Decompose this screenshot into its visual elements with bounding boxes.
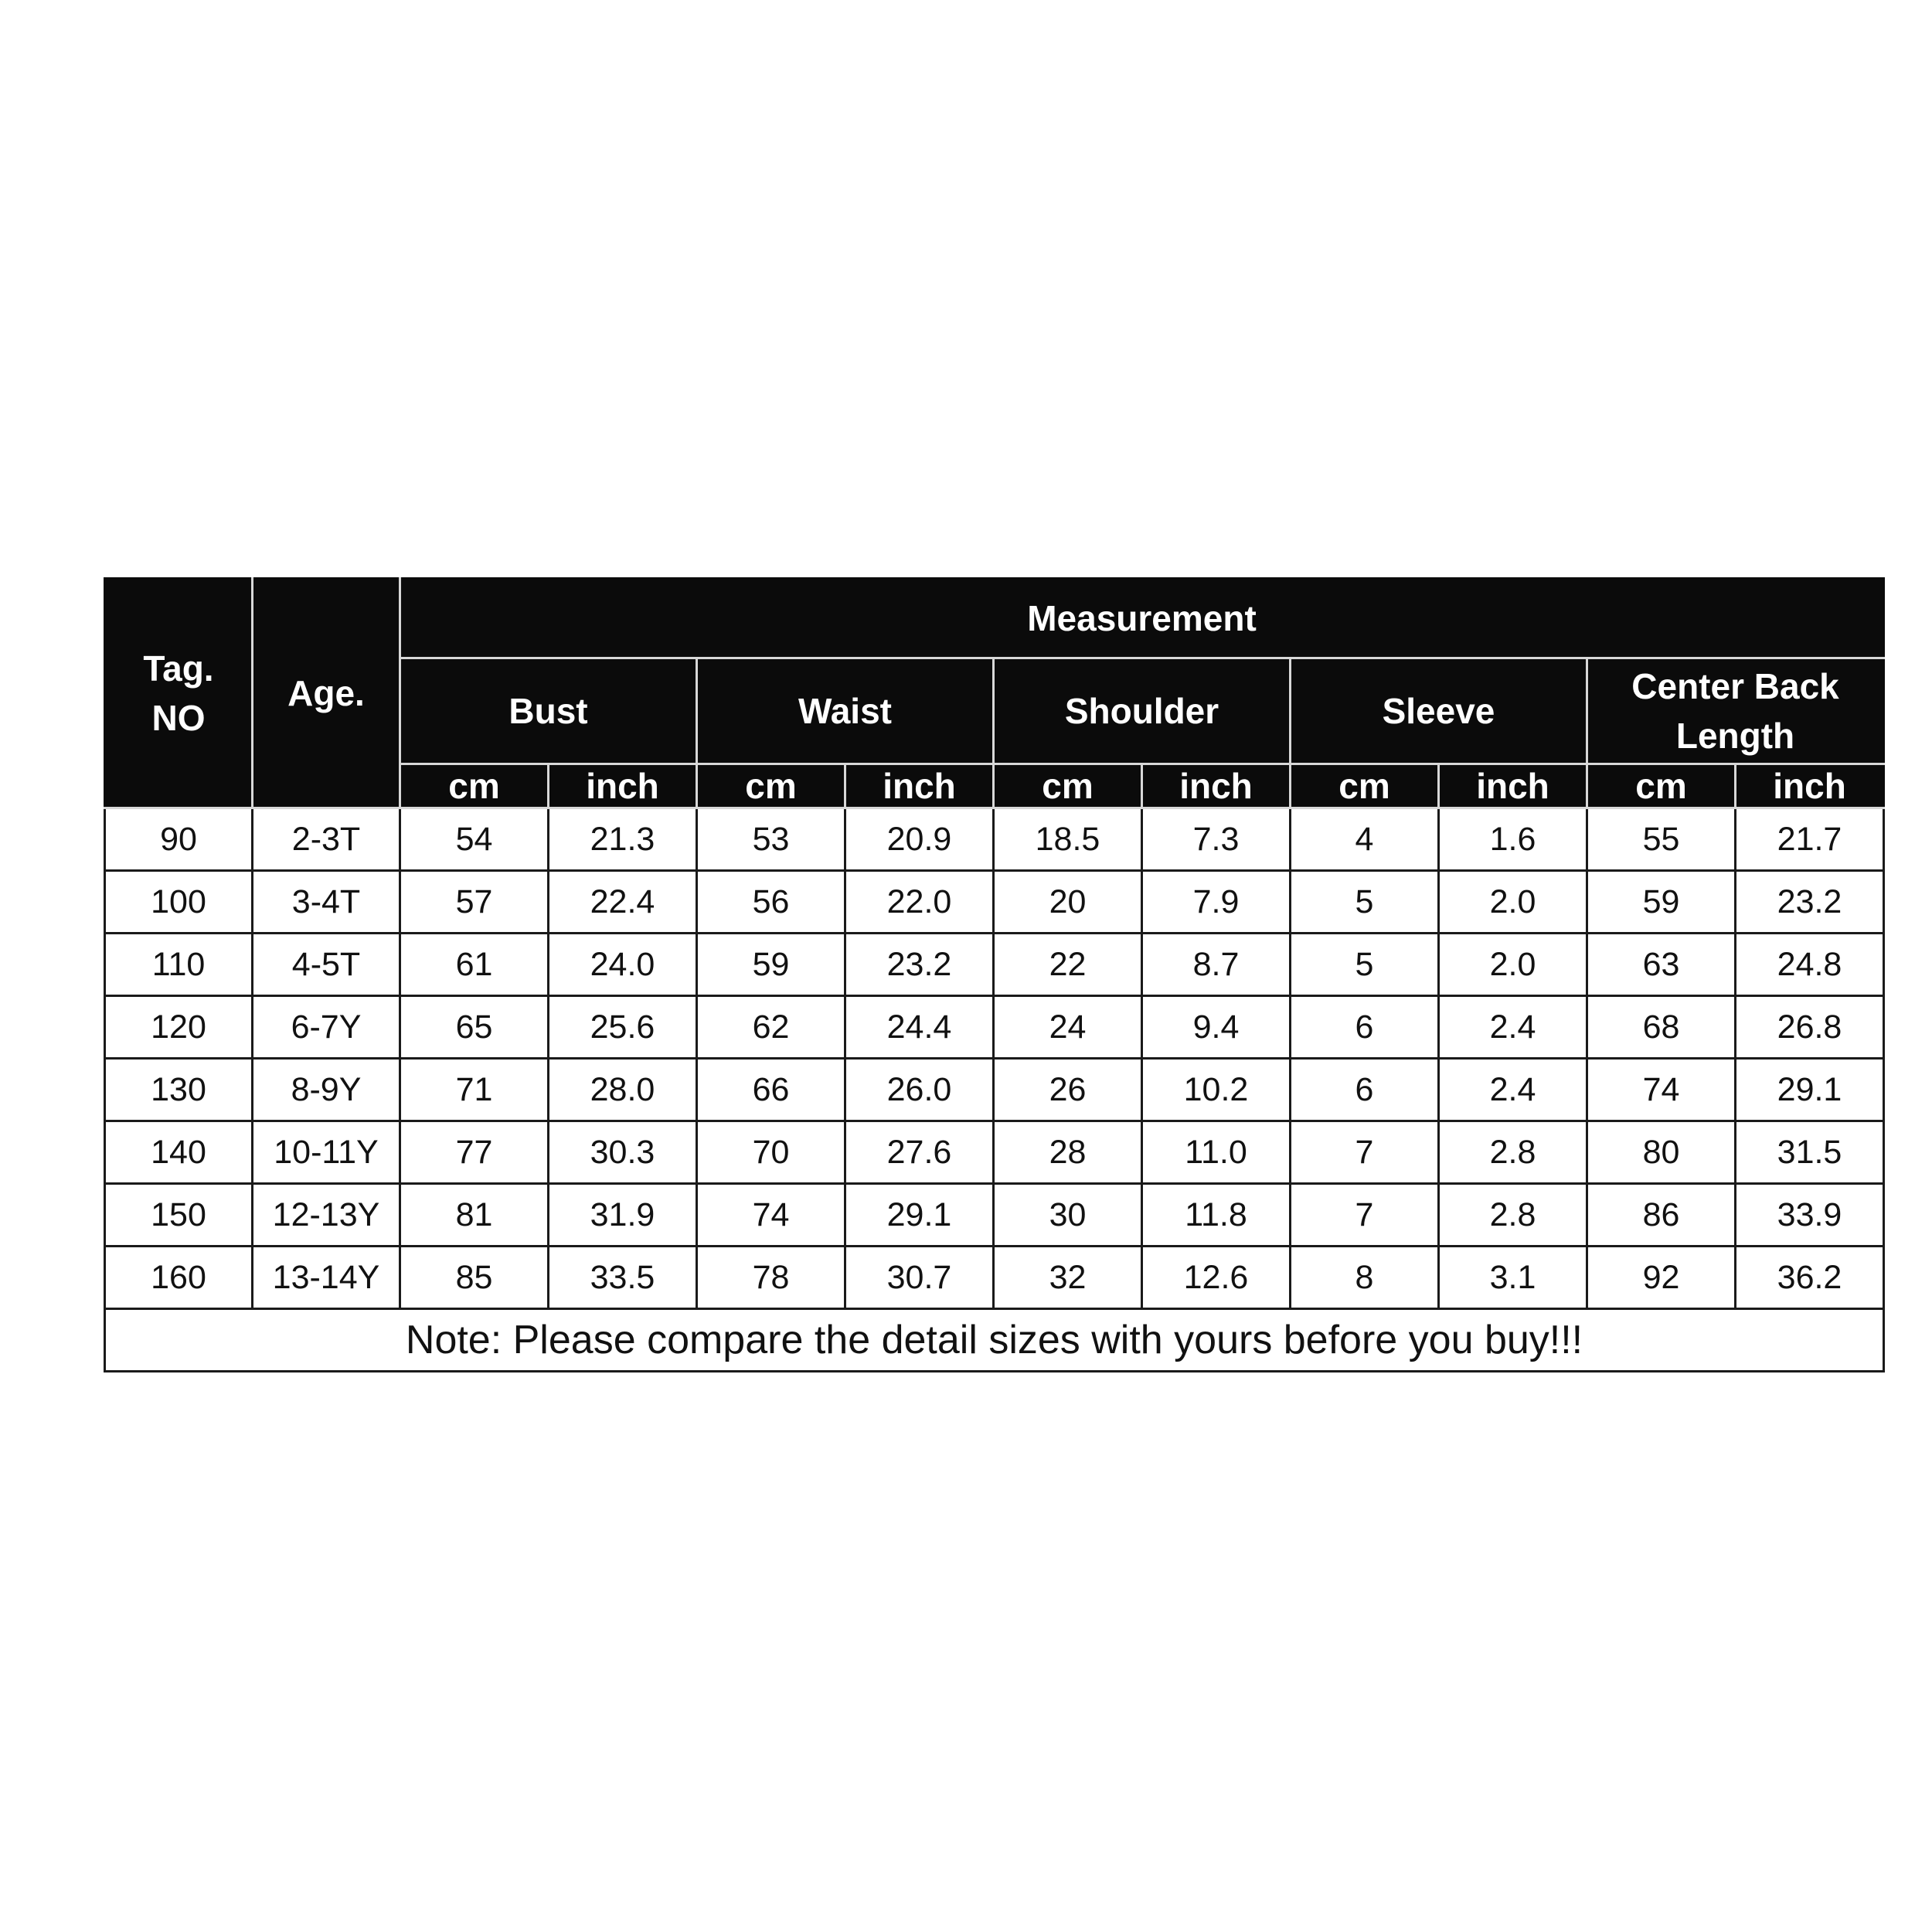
age-cell: 8-9Y — [253, 1059, 400, 1121]
tag-cell: 90 — [105, 808, 253, 871]
bust-inch-cell: 22.4 — [549, 871, 697, 934]
table-body — [105, 808, 1884, 1372]
bust-cm-cell: 54 — [400, 808, 549, 871]
table-row — [105, 871, 1884, 934]
cbl-cm-cell: 74 — [1587, 1059, 1736, 1121]
bust-cm-cell: 85 — [400, 1247, 549, 1309]
age-header: Age. — [253, 579, 400, 808]
bust-inch-cell: 30.3 — [549, 1121, 697, 1184]
shoulder-inch-cell: 12.6 — [1142, 1247, 1291, 1309]
table-row — [105, 934, 1884, 996]
shoulder-header: Shoulder — [994, 658, 1291, 764]
center-back-length-line2: Length — [1675, 716, 1795, 756]
bust-cm-header: cm — [400, 764, 549, 808]
note-text: Note: Please compare the detail sizes with yours before you buy!!! — [105, 1309, 1884, 1372]
sleeve-inch-cell: 2.0 — [1439, 934, 1587, 996]
sleeve-cm-cell: 7 — [1291, 1184, 1439, 1247]
table-row — [105, 1247, 1884, 1309]
age-cell: 6-7Y — [253, 996, 400, 1059]
center-back-length-line1: Center Back — [1631, 665, 1839, 706]
shoulder-inch-cell: 11.8 — [1142, 1184, 1291, 1247]
bust-cm-cell: 81 — [400, 1184, 549, 1247]
sleeve-cm-cell: 4 — [1291, 808, 1439, 871]
waist-inch-cell: 22.0 — [845, 871, 994, 934]
age-cell: 13-14Y — [253, 1247, 400, 1309]
tag-cell: 120 — [105, 996, 253, 1059]
bust-cm-cell: 77 — [400, 1121, 549, 1184]
bust-cm-cell: 65 — [400, 996, 549, 1059]
tag-cell: 140 — [105, 1121, 253, 1184]
shoulder-cm-cell: 18.5 — [994, 808, 1142, 871]
bust-inch-cell: 33.5 — [549, 1247, 697, 1309]
shoulder-cm-cell: 20 — [994, 871, 1142, 934]
waist-cm-cell: 78 — [697, 1247, 845, 1309]
waist-inch-cell: 26.0 — [845, 1059, 994, 1121]
shoulder-cm-cell: 26 — [994, 1059, 1142, 1121]
waist-inch-cell: 20.9 — [845, 808, 994, 871]
bust-header: Bust — [400, 658, 697, 764]
shoulder-cm-cell: 24 — [994, 996, 1142, 1059]
cbl-cm-cell: 86 — [1587, 1184, 1736, 1247]
waist-inch-cell: 24.4 — [845, 996, 994, 1059]
tag-cell: 100 — [105, 871, 253, 934]
header-row-main — [105, 579, 1884, 658]
waist-cm-cell: 62 — [697, 996, 845, 1059]
cbl-inch-cell: 36.2 — [1736, 1247, 1884, 1309]
table-row — [105, 996, 1884, 1059]
shoulder-inch-header: inch — [1142, 764, 1291, 808]
tag-cell: 150 — [105, 1184, 253, 1247]
shoulder-inch-cell: 10.2 — [1142, 1059, 1291, 1121]
waist-cm-cell: 53 — [697, 808, 845, 871]
sleeve-inch-cell: 2.0 — [1439, 871, 1587, 934]
sleeve-inch-cell: 3.1 — [1439, 1247, 1587, 1309]
bust-cm-cell: 57 — [400, 871, 549, 934]
sleeve-cm-cell: 5 — [1291, 871, 1439, 934]
bust-cm-cell: 71 — [400, 1059, 549, 1121]
tag-no-header — [105, 579, 253, 808]
age-cell: 2-3T — [253, 808, 400, 871]
tag-label-line1: Tag. — [143, 648, 214, 689]
cbl-inch-header: inch — [1736, 764, 1884, 808]
sleeve-inch-cell: 2.4 — [1439, 1059, 1587, 1121]
bust-inch-cell: 25.6 — [549, 996, 697, 1059]
shoulder-cm-cell: 28 — [994, 1121, 1142, 1184]
bust-inch-cell: 31.9 — [549, 1184, 697, 1247]
cbl-inch-cell: 26.8 — [1736, 996, 1884, 1059]
sleeve-cm-cell: 7 — [1291, 1121, 1439, 1184]
waist-inch-header: inch — [845, 764, 994, 808]
tag-cell: 110 — [105, 934, 253, 996]
center-back-length-header — [1587, 658, 1884, 764]
cbl-cm-header: cm — [1587, 764, 1736, 808]
table-row — [105, 1059, 1884, 1121]
cbl-inch-cell: 31.5 — [1736, 1121, 1884, 1184]
waist-header: Waist — [697, 658, 994, 764]
tag-label-line2: NO — [151, 698, 206, 738]
sleeve-inch-cell: 1.6 — [1439, 808, 1587, 871]
bust-inch-cell: 24.0 — [549, 934, 697, 996]
cbl-cm-cell: 63 — [1587, 934, 1736, 996]
bust-inch-header: inch — [549, 764, 697, 808]
sleeve-inch-cell: 2.8 — [1439, 1184, 1587, 1247]
sleeve-cm-cell: 6 — [1291, 1059, 1439, 1121]
sleeve-cm-header: cm — [1291, 764, 1439, 808]
cbl-cm-cell: 68 — [1587, 996, 1736, 1059]
cbl-inch-cell: 29.1 — [1736, 1059, 1884, 1121]
shoulder-cm-header: cm — [994, 764, 1142, 808]
waist-inch-cell: 30.7 — [845, 1247, 994, 1309]
waist-inch-cell: 23.2 — [845, 934, 994, 996]
cbl-cm-cell: 80 — [1587, 1121, 1736, 1184]
note-row — [105, 1309, 1884, 1372]
shoulder-inch-cell: 9.4 — [1142, 996, 1291, 1059]
age-cell: 12-13Y — [253, 1184, 400, 1247]
age-cell: 3-4T — [253, 871, 400, 934]
cbl-cm-cell: 55 — [1587, 808, 1736, 871]
shoulder-inch-cell: 7.9 — [1142, 871, 1291, 934]
waist-inch-cell: 27.6 — [845, 1121, 994, 1184]
age-cell: 4-5T — [253, 934, 400, 996]
shoulder-inch-cell: 7.3 — [1142, 808, 1291, 871]
cbl-inch-cell: 21.7 — [1736, 808, 1884, 871]
cbl-cm-cell: 92 — [1587, 1247, 1736, 1309]
bust-cm-cell: 61 — [400, 934, 549, 996]
sleeve-inch-header: inch — [1439, 764, 1587, 808]
sleeve-inch-cell: 2.8 — [1439, 1121, 1587, 1184]
tag-cell: 130 — [105, 1059, 253, 1121]
table-row — [105, 808, 1884, 871]
tag-cell: 160 — [105, 1247, 253, 1309]
table-row — [105, 1184, 1884, 1247]
waist-cm-cell: 56 — [697, 871, 845, 934]
cbl-cm-cell: 59 — [1587, 871, 1736, 934]
shoulder-cm-cell: 30 — [994, 1184, 1142, 1247]
sleeve-cm-cell: 6 — [1291, 996, 1439, 1059]
cbl-inch-cell: 33.9 — [1736, 1184, 1884, 1247]
sleeve-inch-cell: 2.4 — [1439, 996, 1587, 1059]
waist-cm-header: cm — [697, 764, 845, 808]
sleeve-header: Sleeve — [1291, 658, 1587, 764]
waist-cm-cell: 59 — [697, 934, 845, 996]
waist-inch-cell: 29.1 — [845, 1184, 994, 1247]
cbl-inch-cell: 23.2 — [1736, 871, 1884, 934]
age-cell: 10-11Y — [253, 1121, 400, 1184]
bust-inch-cell: 21.3 — [549, 808, 697, 871]
shoulder-cm-cell: 22 — [994, 934, 1142, 996]
table-row — [105, 1121, 1884, 1184]
shoulder-inch-cell: 8.7 — [1142, 934, 1291, 996]
waist-cm-cell: 66 — [697, 1059, 845, 1121]
waist-cm-cell: 70 — [697, 1121, 845, 1184]
size-chart-table — [104, 577, 1885, 1372]
waist-cm-cell: 74 — [697, 1184, 845, 1247]
shoulder-inch-cell: 11.0 — [1142, 1121, 1291, 1184]
cbl-inch-cell: 24.8 — [1736, 934, 1884, 996]
shoulder-cm-cell: 32 — [994, 1247, 1142, 1309]
measurement-header: Measurement — [400, 579, 1884, 658]
sleeve-cm-cell: 8 — [1291, 1247, 1439, 1309]
table-header — [105, 579, 1884, 808]
bust-inch-cell: 28.0 — [549, 1059, 697, 1121]
sleeve-cm-cell: 5 — [1291, 934, 1439, 996]
